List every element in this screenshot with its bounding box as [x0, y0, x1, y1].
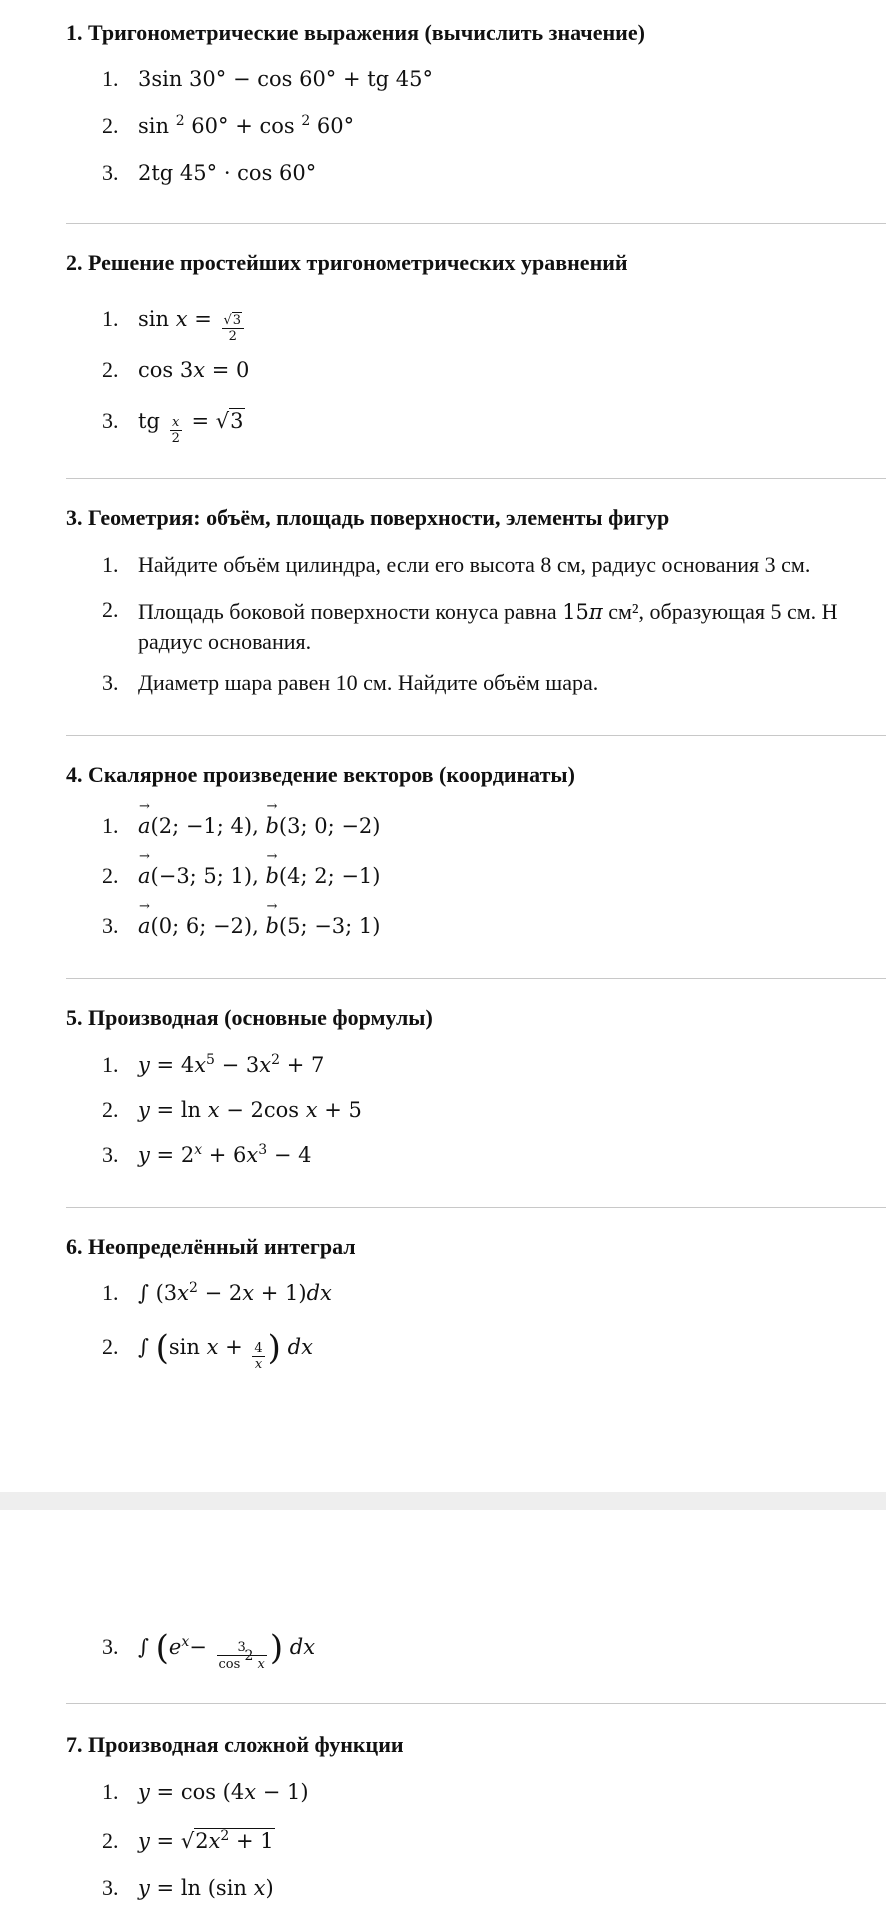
list-item: 2. $y = √2x^2 + 1$: [102, 1828, 274, 1853]
math-expression: sin x = $\frac{√3}{2}$: [138, 307, 247, 344]
list-item: 1. ∫ $(3x^2 - 2x + 1)dx$: [102, 1280, 332, 1305]
page-break: [0, 1492, 886, 1510]
math-expression: $y = 2^x + 6x^3 - 4$: [138, 1142, 312, 1167]
list-item: 3. $y = 2^x + 6x^3 - 4$: [102, 1142, 312, 1167]
list-item: 3. ∫ ($e^x-$ $\frac{3}{\cos ^2 x}$ ) dx: [102, 1628, 316, 1672]
list-item: 2. sin $^2$ 60° + cos $^2$ 60°: [102, 113, 355, 138]
list-item: 1. y = cos (4x − 1): [102, 1779, 309, 1804]
math-expression: → a(−3; 5; 1), → b(4; 2; −1): [138, 864, 380, 888]
section-2-heading: 2. Решение простейших тригонометрических уравнений: [66, 250, 628, 275]
list-item: 2. cos 3x = 0: [102, 357, 250, 382]
section-divider: [66, 223, 886, 224]
math-expression: y = cos (4x − 1): [138, 1780, 309, 1804]
math-expression: → a(2; −1; 4), → b(3; 0; −2): [138, 814, 380, 838]
section-4-heading: 4. Скалярное произведение векторов (координаты): [66, 762, 575, 787]
list-item: 1.→ a(2; −1; 4), → b(3; 0; −2): [102, 813, 380, 839]
list-item: 1. $y = 4x^5 - 3x^2 + 7$: [102, 1052, 325, 1077]
list-item: 3. Диаметр шара равен 10 см. Найдите объём шара.: [102, 670, 599, 695]
section-divider: [66, 1703, 886, 1704]
math-expression: 15π: [562, 600, 603, 624]
list-item: 3.→ a(0; 6; −2), → b(5; −3; 1): [102, 913, 380, 939]
math-expression: sin $^2$ 60° + cos $^2$ 60°: [138, 113, 355, 138]
math-expression: ∫ ($e^x-$ $\frac{3}{\cos ^2 x}$ ) dx: [138, 1628, 316, 1672]
math-expression: → a(0; 6; −2), → b(5; −3; 1): [138, 914, 380, 938]
section-1-heading: 1. Тригонометрические выражения (вычислить значение): [66, 20, 645, 45]
math-expression: ∫ (sin x + $\frac{4}{x}$ ) dx: [138, 1328, 313, 1372]
section-3-heading: 3. Геометрия: объём, площадь поверхности, элементы фигур: [66, 505, 670, 530]
section-divider: [66, 735, 886, 736]
section-6-heading: 6. Неопределённый интеграл: [66, 1234, 356, 1259]
list-item: 3. y = ln (sin x): [102, 1875, 274, 1900]
math-expression: $y = √2x^2 + 1$: [138, 1828, 274, 1853]
list-item: 2. y = ln x − 2cos x + 5: [102, 1097, 362, 1122]
section-divider: [66, 1207, 886, 1208]
list-item: 3. 2tg 45° · cos 60°: [102, 160, 317, 185]
document-page-2: [0, 1510, 886, 1920]
math-expression: tg $\frac{x}{2}$ = √3: [138, 409, 244, 446]
math-expression: 3sin 30° − cos 60° + tg 45°: [138, 67, 434, 91]
math-expression: ∫ $(3x^2 - 2x + 1)dx$: [138, 1280, 332, 1305]
section-5-heading: 5. Производная (основные формулы): [66, 1005, 433, 1030]
list-item: 3. tg $\frac{x}{2}$ = √3: [102, 408, 244, 446]
math-expression: y = ln (sin x): [138, 1876, 274, 1900]
math-expression: 2tg 45° · cos 60°: [138, 161, 317, 185]
list-item: 1. 3sin 30° − cos 60° + tg 45°: [102, 66, 434, 91]
list-item: 1. Найдите объём цилиндра, если его высота 8 см, радиус основания 3 см.: [102, 552, 811, 577]
list-item: 2. Площадь боковой поверхности конуса равна 15π см², образующая 5 см. Н радиус основания.: [102, 597, 838, 654]
math-expression: $y = 4x^5 - 3x^2 + 7$: [138, 1052, 325, 1077]
list-item: 2.→ a(−3; 5; 1), → b(4; 2; −1): [102, 863, 380, 889]
section-divider: [66, 978, 886, 979]
math-expression: cos 3x = 0: [138, 358, 250, 382]
section-7-heading: 7. Производная сложной функции: [66, 1732, 404, 1757]
list-item: 2. ∫ (sin x + $\frac{4}{x}$ ) dx: [102, 1328, 313, 1372]
math-expression: y = ln x − 2cos x + 5: [138, 1098, 362, 1122]
section-divider: [66, 478, 886, 479]
list-item: 1. sin x = $\frac{√3}{2}$: [102, 306, 247, 344]
